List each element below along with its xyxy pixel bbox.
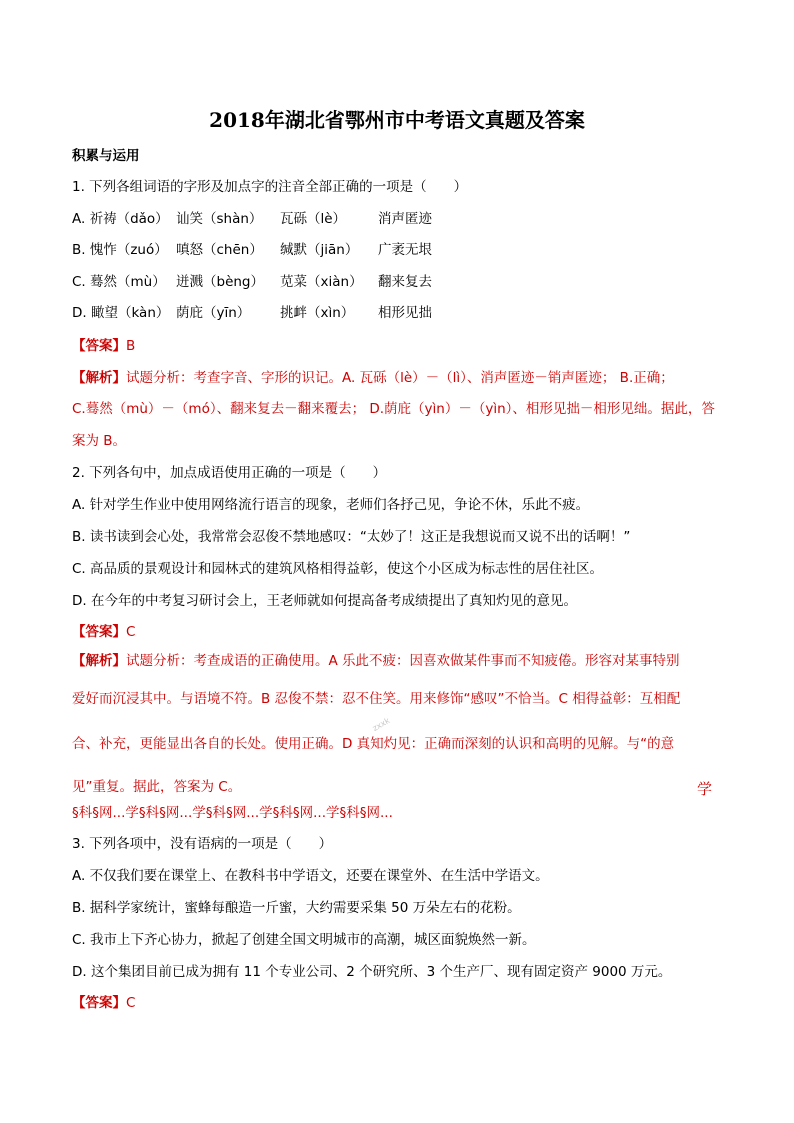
q1-a-word3: 瓦砾（lè） — [280, 211, 347, 227]
q2-analysis-line4: 见”重复。据此，答案为 C。 — [72, 779, 242, 795]
q1-option-a — [72, 209, 432, 229]
q3-option-b: B. 据科学家统计，蜜蜂每酿造一斤蜜，大约需要采集 50 万朵左右的花粉。 — [72, 900, 521, 916]
q1-c-word3: 苋菜（xiàn） — [280, 274, 363, 290]
q3-option-c: C. 我市上下齐心协力，掀起了创建全国文明城市的高潮，城区面貌焕然一新。 — [72, 932, 536, 948]
q1-analysis-text1: 试题分析：考查字音、字形的识记。A. 瓦砾（lè）－（lì）、消声匿迹－销声匿迹； B.正确； — [126, 370, 674, 386]
q1-b-word2: 嗔怒（chēn） — [176, 242, 263, 258]
q1-c-word2: 迸溅（bèng） — [176, 274, 265, 290]
section-heading: 积累与运用 — [72, 148, 140, 164]
q2-stem: 2. 下列各句中，加点成语使用正确的一项是（ ） — [72, 465, 387, 481]
small-watermark: zxxk — [370, 716, 392, 733]
q1-option-d — [72, 303, 432, 323]
q1-analysis-line2: C.蓦然（mù）－（mó）、翻来复去－翻来覆去； D.荫庇（yìn）－（yìn）、相形见拙－相形见绌。据此，答 — [72, 401, 715, 417]
q2-analysis-line1 — [72, 651, 680, 671]
q1-a-word1: A. 祈祷（dǎo） — [72, 211, 169, 227]
q1-c-word4: 翻来复去 — [378, 274, 432, 290]
q2-option-b: B. 读书读到会心处，我常常会忍俊不禁地感叹：“太妙了！这正是我想说而又说不出的话啊！” — [72, 529, 631, 545]
q1-c-word1: C. 蓦然（mù） — [72, 274, 166, 290]
q1-b-word1: B. 愧怍（zuó） — [72, 242, 168, 258]
q1-d-word1: D. 瞰望（kàn） — [72, 305, 170, 321]
q1-d-word2: 荫庇（yīn） — [176, 305, 251, 321]
q2-analysis-line2: 爱好而沉浸其中。与语境不符。B 忍俊不禁：忍不住笑。用来修饰“感叹”不恰当。C 相得益彰：互相配 — [72, 691, 681, 707]
q1-answer-label: 【答案】 — [72, 338, 126, 354]
q2-option-a: A. 针对学生作业中使用网络流行语言的现象，老师们各抒己见，争论不休，乐此不疲。 — [72, 497, 590, 513]
q3-option-d: D. 这个集团目前已成为拥有 11 个专业公司、2 个研究所、3 个生产厂、现有固定资产 9000 万元。 — [72, 964, 672, 980]
watermark-line: §科§网...学§科§网...学§科§网...学§科§网...学§科§网... — [72, 805, 393, 821]
q1-b-word3: 缄默（jiān） — [280, 242, 359, 258]
q2-answer — [72, 622, 135, 642]
q3-option-a: A. 不仅我们要在课堂上、在教科书中学语文，还要在课堂外、在生活中学语文。 — [72, 868, 549, 884]
q1-analysis-line3: 案为 B。 — [72, 433, 127, 449]
q1-answer — [72, 336, 135, 356]
document-title: 2018年湖北省鄂州市中考语文真题及答案 — [209, 108, 585, 132]
q1-stem: 1. 下列各组词语的字形及加点字的注音全部正确的一项是（ ） — [72, 179, 468, 195]
q2-answer-value: C — [126, 624, 136, 640]
q1-d-word4: 相形见拙 — [378, 305, 432, 321]
q2-option-c: C. 高品质的景观设计和园林式的建筑风格相得益彰，使这个小区成为标志性的居住社区。 — [72, 561, 604, 577]
q1-option-b — [72, 240, 432, 260]
q2-answer-label: 【答案】 — [72, 624, 126, 640]
q1-d-word3: 挑衅（xìn） — [280, 305, 355, 321]
q2-option-d: D. 在今年的中考复习研讨会上，王老师就如何提高备考成绩提出了真知灼见的意见。 — [72, 593, 577, 609]
q1-answer-value: B — [126, 338, 136, 354]
q3-answer — [72, 993, 135, 1013]
q1-b-word4: 广袤无垠 — [378, 242, 432, 258]
q3-stem: 3. 下列各项中，没有语病的一项是（ ） — [72, 836, 333, 852]
q1-a-word4: 消声匿迹 — [378, 211, 432, 227]
side-watermark-char: 学 — [697, 780, 713, 798]
q2-analysis-line3: 合、补充，更能显出各自的长处。使用正确。D 真知灼见：正确而深刻的认识和高明的见解。与“的意 — [72, 736, 675, 752]
q1-option-c — [72, 272, 432, 292]
q3-answer-value: C — [126, 995, 136, 1011]
q1-analysis-line1 — [72, 368, 674, 388]
q1-analysis-label: 【解析】 — [72, 370, 126, 386]
q2-analysis-label: 【解析】 — [72, 653, 126, 669]
q1-a-word2: 讪笑（shàn） — [176, 211, 263, 227]
q3-answer-label: 【答案】 — [72, 995, 126, 1011]
q2-analysis-text1: 试题分析：考查成语的正确使用。A 乐此不疲：因喜欢做某件事而不知疲倦。形容对某事特别 — [126, 653, 680, 669]
